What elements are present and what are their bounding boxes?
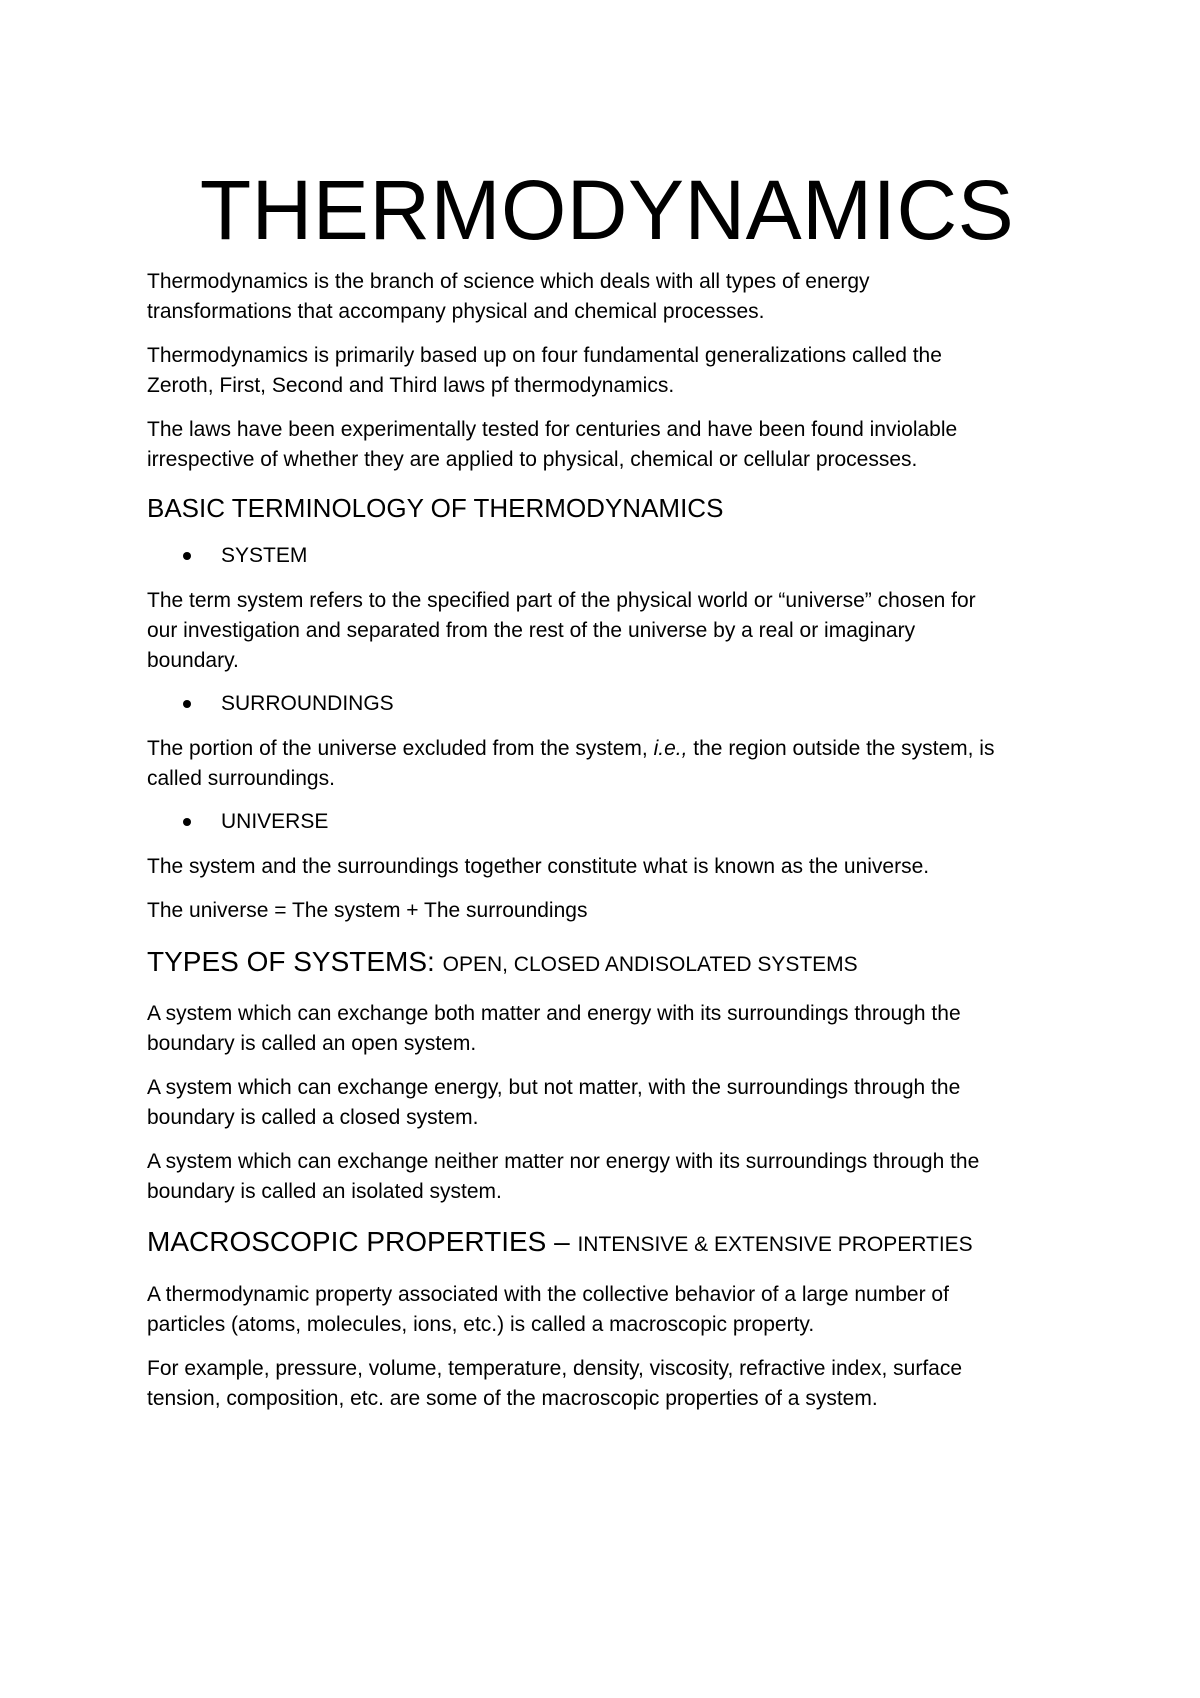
basic-terminology-heading: BASIC TERMINOLOGY OF THERMODYNAMICS bbox=[147, 493, 724, 523]
surroundings-definition-line-2: called surroundings. bbox=[147, 767, 335, 790]
intro-paragraph-2-line-1: Thermodynamics is primarily based up on four fundamental generalizations called the bbox=[147, 344, 942, 367]
types-of-systems-heading bbox=[147, 942, 1067, 985]
macroscopic-paragraph-1-line-2: particles (atoms, molecules, ions, etc.) is called a macroscopic property. bbox=[147, 1313, 815, 1336]
page-title: THERMODYNAMICS bbox=[199, 163, 1015, 257]
system-definition-line-1: The term system refers to the specified part of the physical world or “universe” chosen for bbox=[147, 589, 976, 612]
universe-equation: The universe = The system + The surroundings bbox=[147, 899, 588, 922]
bullet-universe-label: UNIVERSE bbox=[221, 810, 329, 833]
closed-system-line-2: boundary is called a closed system. bbox=[147, 1106, 479, 1129]
isolated-system-line-1: A system which can exchange neither matter nor energy with its surroundings through the bbox=[147, 1150, 980, 1173]
intro-paragraph-3-line-1: The laws have been experimentally tested for centuries and have been found inviolable bbox=[147, 418, 958, 441]
surroundings-definition-line-1 bbox=[147, 733, 1067, 765]
bullet-universe bbox=[183, 806, 328, 838]
bullet-system-label: SYSTEM bbox=[221, 544, 308, 567]
macroscopic-heading-sub: INTENSIVE & EXTENSIVE PROPERTIES bbox=[577, 1233, 973, 1256]
bullet-system bbox=[183, 540, 307, 572]
system-definition-line-2: our investigation and separated from the rest of the universe by a real or imaginary bbox=[147, 619, 916, 642]
bullet-surroundings bbox=[183, 688, 394, 720]
open-system-line-1: A system which can exchange both matter and energy with its surroundings through the bbox=[147, 1002, 961, 1025]
macroscopic-paragraph-1-line-1: A thermodynamic property associated with the collective behavior of a large number of bbox=[147, 1283, 949, 1306]
intro-paragraph-2-line-2: Zeroth, First, Second and Third laws pf thermodynamics. bbox=[147, 374, 675, 397]
universe-definition-line-1: The system and the surroundings together constitute what is known as the universe. bbox=[147, 855, 930, 878]
bullet-dot-icon bbox=[183, 818, 191, 826]
open-system-line-2: boundary is called an open system. bbox=[147, 1032, 477, 1055]
bullet-surroundings-label: SURROUNDINGS bbox=[221, 692, 394, 715]
types-of-systems-heading-main: TYPES OF SYSTEMS: bbox=[147, 946, 443, 977]
intro-paragraph-1-line-2: transformations that accompany physical and chemical processes. bbox=[147, 300, 765, 323]
macroscopic-properties-heading bbox=[147, 1222, 1067, 1265]
bullet-dot-icon bbox=[183, 700, 191, 708]
types-of-systems-heading-sub: OPEN, CLOSED ANDISOLATED SYSTEMS bbox=[442, 953, 858, 976]
isolated-system-line-2: boundary is called an isolated system. bbox=[147, 1180, 502, 1203]
macroscopic-heading-main: MACROSCOPIC PROPERTIES – bbox=[147, 1226, 578, 1257]
system-definition-line-3: boundary. bbox=[147, 649, 239, 672]
surroundings-text-ie: i.e., bbox=[653, 737, 688, 760]
macroscopic-paragraph-2-line-1: For example, pressure, volume, temperature, density, viscosity, refractive index, surface bbox=[147, 1357, 963, 1380]
macroscopic-paragraph-2-line-2: tension, composition, etc. are some of the macroscopic properties of a system. bbox=[147, 1387, 878, 1410]
bullet-dot-icon bbox=[183, 552, 191, 560]
surroundings-text-b: the region outside the system, is bbox=[687, 737, 995, 760]
surroundings-text-a: The portion of the universe excluded from the system, bbox=[147, 737, 654, 760]
closed-system-line-1: A system which can exchange energy, but not matter, with the surroundings through the bbox=[147, 1076, 961, 1099]
intro-paragraph-1-line-1: Thermodynamics is the branch of science which deals with all types of energy bbox=[147, 270, 870, 293]
intro-paragraph-3-line-2: irrespective of whether they are applied to physical, chemical or cellular processes. bbox=[147, 448, 918, 471]
